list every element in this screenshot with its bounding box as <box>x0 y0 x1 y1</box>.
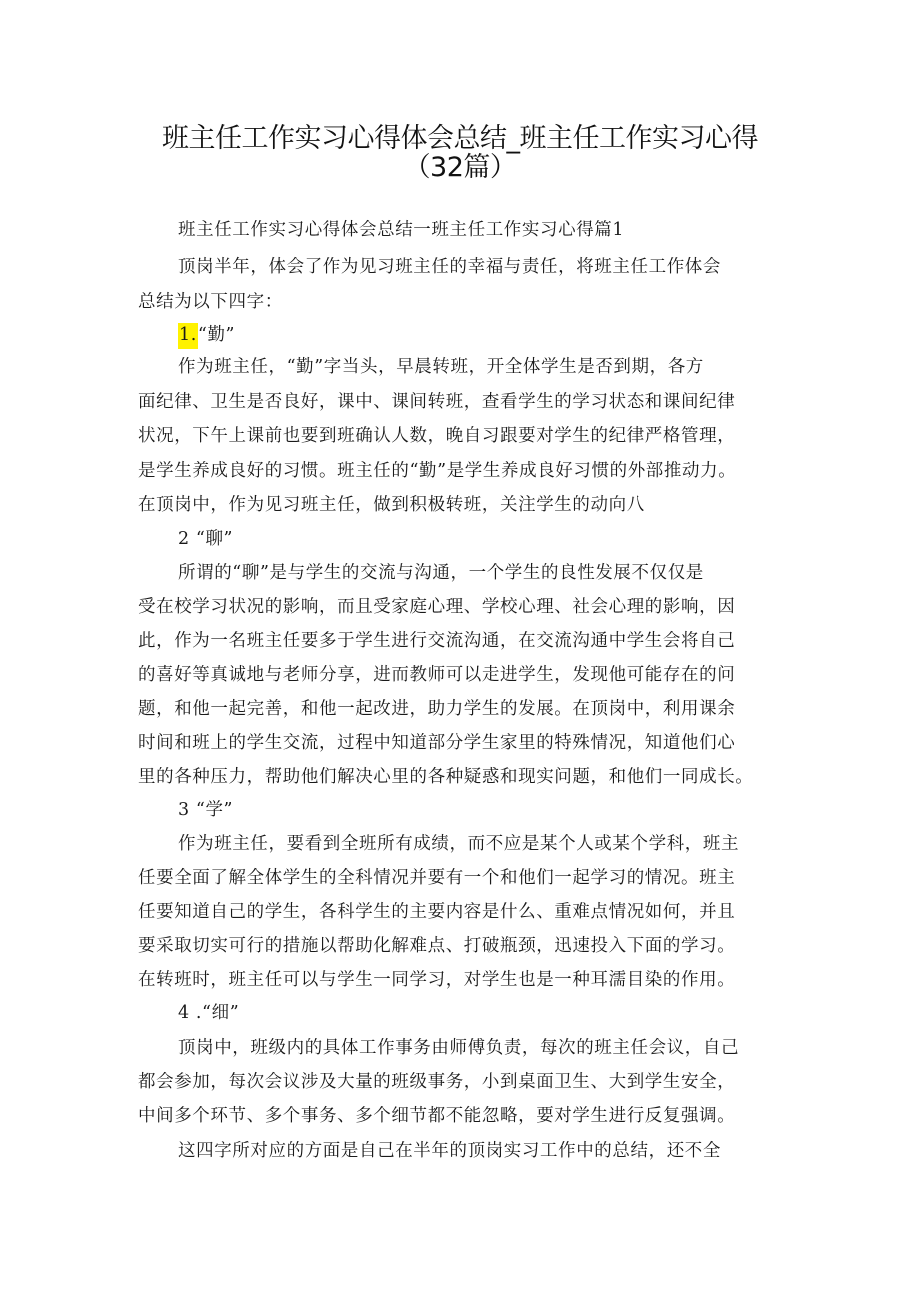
body-line: 所谓的“聊”是与学生的交流与沟通，一个学生的良性发展不仅仅是 <box>178 563 704 583</box>
section2-heading: 2 “聊” <box>178 529 234 549</box>
body-line: 里的各种压力，帮助他们解决心里的各种疑惑和现实问题，和他们一同成长。 <box>138 767 754 787</box>
body-line: 的喜好等真诚地与老师分享，进而教师可以走进学生，发现他可能存在的问 <box>138 665 736 685</box>
body-line: 顶岗中，班级内的具体工作事务由师傅负责，每次的班主任会议，自己 <box>178 1038 740 1058</box>
highlighted-number: 1. <box>178 323 198 349</box>
body-line: 作为班主任，“勤”字当头，早晨转班，开全体学生是否到期，各方 <box>178 357 704 377</box>
document-title-line1: 班主任工作实习心得体会总结_班主任工作实习心得 <box>162 123 758 154</box>
body-line: 在转班时，班主任可以与学生一同学习，对学生也是一种耳濡目染的作用。 <box>138 970 736 990</box>
body-line: 都会参加，每次会议涉及大量的班级事务，小到桌面卫生、大到学生安全， <box>138 1072 736 1092</box>
document-subtitle: 班主任工作实习心得体会总结一班主任工作实习心得篇1 <box>178 220 625 240</box>
section1-word: “勤” <box>197 325 236 345</box>
body-line: 任要知道自己的学生，各科学生的主要内容是什么、重难点情况如何，并且 <box>138 902 736 922</box>
body-line: 中间多个环节、多个事务、多个细节都不能忽略，要对学生进行反复强调。 <box>138 1106 736 1126</box>
section1-heading <box>178 323 788 347</box>
closing-line: 这四字所对应的方面是自己在半年的顶岗实习工作中的总结，还不全 <box>178 1141 721 1161</box>
body-line: 面纪律、卫生是否良好，课中、课间转班，查看学生的学习状态和课间纪律 <box>138 392 736 412</box>
body-line: 是学生养成良好的习惯。班主任的“勤”是学生养成良好习惯的外部推动力。 <box>138 461 737 481</box>
body-line: 任要全面了解全体学生的全科情况并要有一个和他们一起学习的情况。班主 <box>138 868 736 888</box>
body-line: 时间和班上的学生交流，过程中知道部分学生家里的特殊情况，知道他们心 <box>138 733 736 753</box>
section3-heading: 3 “学” <box>178 800 234 820</box>
intro-line: 总结为以下四字： <box>138 292 283 312</box>
body-line: 在顶岗中，作为见习班主任，做到积极转班，关注学生的动向八 <box>138 495 645 515</box>
body-line: 状况，下午上课前也要到班确认人数，晚自习跟要对学生的纪律严格管理， <box>138 426 736 446</box>
intro-line: 顶岗半年，体会了作为见习班主任的幸福与责任，将班主任工作体会 <box>178 257 721 277</box>
body-line: 此，作为一名班主任要多于学生进行交流沟通，在交流沟通中学生会将自己 <box>138 631 736 651</box>
body-line: 受在校学习状况的影响，而且受家庭心理、学校心理、社会心理的影响，因 <box>138 597 736 617</box>
body-line: 题，和他一起完善，和他一起改进，助力学生的发展。在顶岗中，利用课余 <box>138 699 736 719</box>
section4-heading: 4 .“细” <box>178 1003 240 1023</box>
body-line: 作为班主任，要看到全班所有成绩，而不应是某个人或某个学科，班主 <box>178 834 740 854</box>
document-title-line2: （32篇） <box>403 152 517 183</box>
body-line: 要采取切实可行的措施以帮助化解难点、打破瓶颈，迅速投入下面的学习。 <box>138 936 736 956</box>
